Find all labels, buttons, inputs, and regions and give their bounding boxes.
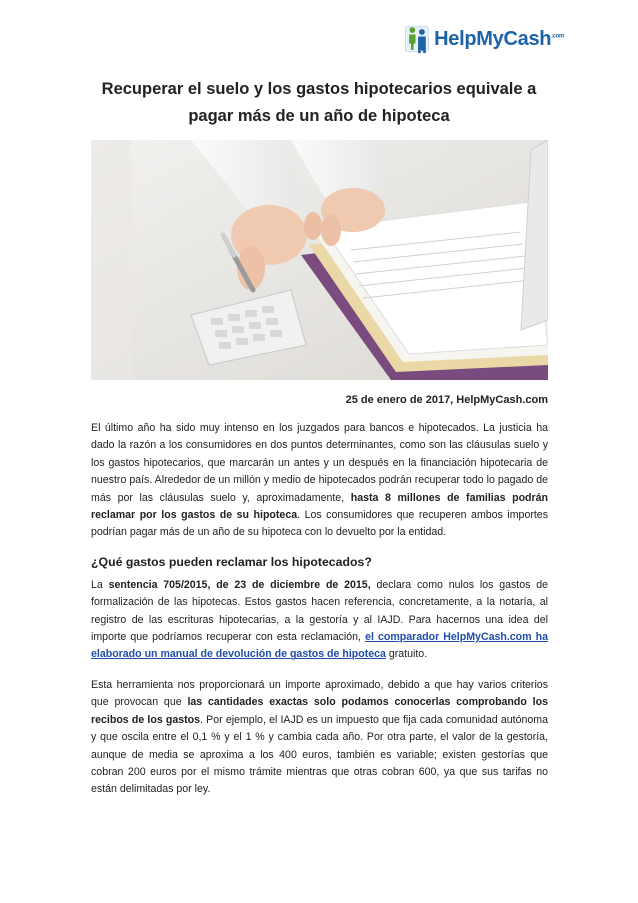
article-body — [91, 420, 548, 812]
section-heading: ¿Qué gastos pueden reclamar los hipotecados? — [91, 554, 372, 569]
brand-logo — [404, 14, 564, 64]
article-dateline: 25 de enero de 2017, HelpMyCash.com — [345, 394, 548, 406]
paragraph-intro: El último año ha sido muy intenso en los juzgados para bancos e hipotecados. La justicia ha dado la razón a los consumidores en dos puntos determinantes, como son las cláusulas suelo y los gastos hipotecarios, que marcarán un antes y un después en la financiación hipotecaria de nuestro país. Alrededor de un millón y medio de hipotecados podrán recuperar todo lo pagado de más por las cláusulas suelo y, aproximadamente, hasta 8 millones de familias podrán reclamar por los gastos de su hipoteca. Los consumidores que recuperen ambos importes podrían pagar más de un año de su hipoteca con lo devuelto por la entidad. — [91, 422, 548, 539]
article-photo — [91, 140, 548, 380]
paragraph-herramienta: Esta herramienta nos proporcionará un importe aproximado, debido a que hay varios criterios que provocan que las cantidades exactas solo podamos conocerlas comprobando los recibos de los gastos. Por ejemplo, el IAJD es un impuesto que fija cada comunidad autónoma y que oscila entre el 0,1 % y el 1 % y cambia cada año. Por otra parte, el valor de la gestoría, aunque de media se aproxima a los 400 euros, también es variable; existen gestorías que cobran 200 euros por el mismo trámite mientras que otras cobran 600, ya que sus tarifas no están delimitadas por ley. — [91, 678, 548, 796]
logo-wordmark: HelpMyCash$^{.com}$ — [434, 27, 564, 50]
paragraph-sentencia: La sentencia 705/2015, de 23 de diciembre de 2015, declara como nulos los gastos de formalización de las hipotecas. Estos gastos hacen referencia, concretamente, a la notaría, al registro de las escrituras hipotecarias, a la gestoría y al IAJD. Para hacernos una idea del importe que podríamos recuperar con esta reclamación, el comparador HelpMyCash.com ha elaborado un manual de devolución de gastos de hipoteca gratuito. — [91, 578, 549, 661]
manual-link[interactable]: el comparador HelpMyCash.com ha elaborado un manual de devolución de gastos de hipoteca — [91, 631, 549, 661]
helpmycash-logo-icon — [404, 15, 432, 63]
page-title: Recuperar el suelo y los gastos hipotecarios equivale a pagar más de un año de hipoteca — [101, 80, 537, 125]
